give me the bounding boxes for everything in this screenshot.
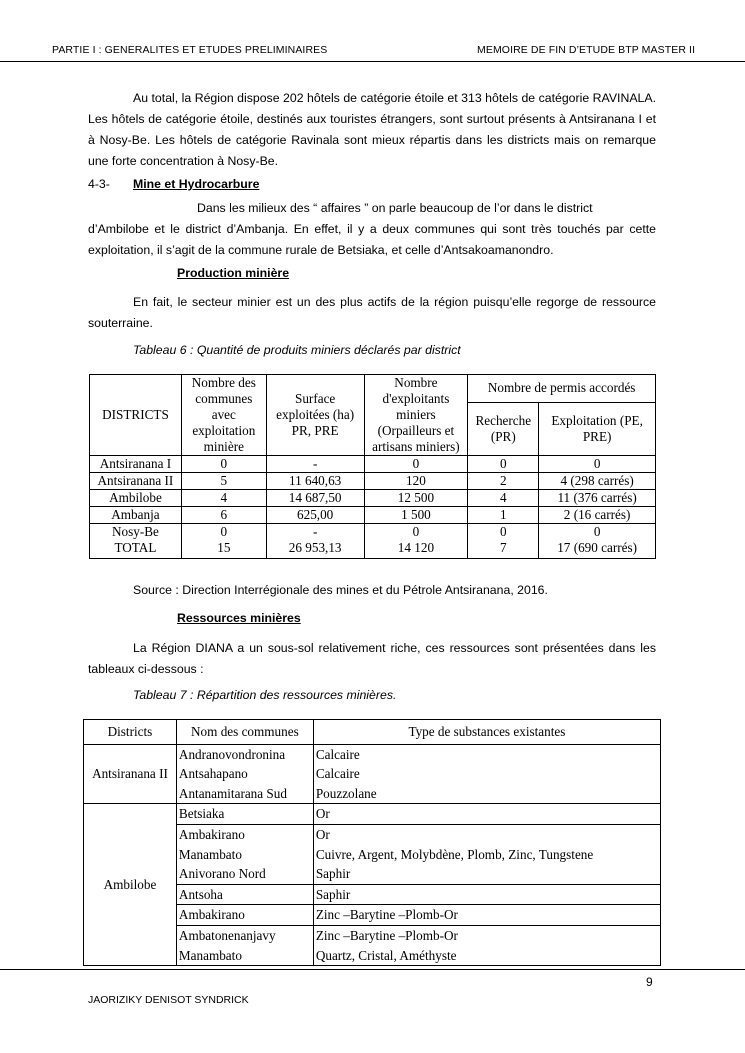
table6-cell: Antsiranana II — [90, 473, 182, 490]
table7-substance: Cuivre, Argent, Molybdène, Plomb, Zinc, Tungstene — [315, 846, 594, 862]
table7-commune: Antanamitarana Sud — [178, 785, 287, 801]
table7-substance: Pouzzolane — [315, 785, 377, 801]
table6-cell: Nosy-Be — [90, 524, 182, 541]
table7-header-substances: Type de substances existantes — [313, 720, 660, 745]
table6-cell: 4 (298 carrés) — [539, 473, 656, 490]
table7-substances-cell — [313, 905, 660, 926]
table7-substances-cell — [313, 925, 660, 965]
table7-substances-cell — [313, 804, 660, 825]
table6-cell: 625,00 — [266, 507, 364, 524]
table7-substance: Calcaire — [315, 766, 360, 782]
table7-district: Antsiranana II — [84, 744, 177, 804]
table6-cell: 0 — [468, 456, 539, 473]
page-header-left: PARTIE I : GENERALITES ET ETUDES PRELIMINAIRES — [52, 44, 328, 56]
section-number: 4-3- — [88, 177, 110, 191]
table6-header-communes: Nombre des communes avec exploitation minière — [181, 375, 266, 456]
table6-header-recherche: Recherche (PR) — [468, 402, 539, 455]
table6-cell: 0 — [539, 524, 656, 541]
header-divider — [0, 61, 745, 62]
table7-communes-cell — [176, 824, 313, 884]
table6-cell: 5 — [181, 473, 266, 490]
table7-substances-cell — [313, 824, 660, 884]
table7-commune: Manambato — [178, 846, 242, 862]
table6-cell: 0 — [364, 456, 468, 473]
paragraph-hotels: Au total, la Région dispose 202 hôtels de catégorie étoile et 313 hôtels de catégorie RAVINALA. Les hôtels de catégorie étoile, destinés aux touristes étrangers, sont surtout présents à Antsiranana I et à Nosy-Be. Les hôtels de catégorie Ravinala sont mieux répartis dans les districts mais on remarque une forte concentration à Nosy-Be. — [88, 91, 656, 168]
table7-substance: Or — [315, 806, 330, 822]
table7-header-districts: Districts — [84, 720, 177, 745]
table7-substance: Calcaire — [315, 746, 360, 762]
table-mineral-resources — [83, 719, 661, 966]
table6-cell: 1 500 — [364, 507, 468, 524]
table6-cell: 0 — [539, 456, 656, 473]
table7-commune: Andranovondronina — [178, 746, 286, 762]
section-title: Mine et Hydrocarbure — [133, 177, 260, 191]
table7-commune: Betsiaka — [178, 806, 225, 822]
table6-cell: 26 953,13 — [266, 540, 364, 559]
table-row — [90, 524, 656, 541]
footer-divider — [0, 969, 745, 970]
table-row — [90, 473, 656, 490]
table6-cell: 11 (376 carrés) — [539, 490, 656, 507]
table-row — [84, 804, 661, 825]
table7-communes-cell — [176, 884, 313, 905]
table7-commune: Antsahapano — [178, 766, 248, 782]
table6-cell: 12 500 — [364, 490, 468, 507]
table-row — [90, 456, 656, 473]
table6-header-surface: Surface exploitées (ha) PR, PRE — [266, 375, 364, 456]
table6-cell: 11 640,63 — [266, 473, 364, 490]
table7-substance: Zinc –Barytine –Plomb-Or — [315, 907, 458, 923]
table6-header-districts: DISTRICTS — [90, 375, 182, 456]
table6-cell: Antsiranana I — [90, 456, 182, 473]
table6-cell: 0 — [181, 456, 266, 473]
table-row — [90, 490, 656, 507]
table6-header-exploitation: Exploitation (PE, PRE) — [539, 402, 656, 455]
table6-cell: - — [266, 456, 364, 473]
table6-cell: - — [266, 524, 364, 541]
table6-cell: 17 (690 carrés) — [539, 540, 656, 559]
table6-header-permis: Nombre de permis accordés — [468, 375, 656, 403]
table6-cell: 0 — [181, 524, 266, 541]
paragraph-ressources: La Région DIANA a un sous-sol relativement riche, ces ressources sont présentées dans les tableaux ci-dessous : — [88, 641, 656, 676]
subtitle-ressources: Ressources minières — [177, 611, 301, 625]
table7-substance: Or — [315, 826, 330, 842]
table6-cell: 7 — [468, 540, 539, 559]
table7-commune: Ambatonenanjavy — [178, 927, 276, 943]
table7-caption: Tableau 7 : Répartition des ressources minières. — [133, 688, 397, 702]
table7-substances-cell — [313, 744, 660, 804]
table6-cell: 0 — [468, 524, 539, 541]
table7-commune: Manambato — [178, 947, 242, 963]
table-row — [90, 507, 656, 524]
table-row-total — [90, 540, 656, 559]
table-row — [84, 744, 661, 804]
table6-cell: 14 687,50 — [266, 490, 364, 507]
subtitle-production: Production minière — [177, 266, 290, 280]
page-number: 9 — [646, 975, 653, 989]
table7-commune: Antsoha — [178, 886, 223, 902]
table6-cell: 1 — [468, 507, 539, 524]
table7-communes-cell — [176, 804, 313, 825]
table7-header-communes: Nom des communes — [176, 720, 313, 745]
table7-substance: Quartz, Cristal, Améthyste — [315, 947, 457, 963]
table7-commune: Anivorano Nord — [178, 866, 266, 882]
table7-substance: Saphir — [315, 866, 351, 882]
table7-commune: Ambakirano — [178, 826, 245, 842]
table6-cell: 6 — [181, 507, 266, 524]
table6-cell: 4 — [468, 490, 539, 507]
paragraph-mines-rest: d’Ambilobe et le district d’Ambanja. En effet, il y a deux communes qui sont très touchés par cette exploitation, il s’agit de la commune rurale de Betsiaka, et celle d’Antsakoamanondro. — [88, 222, 656, 257]
footer-author: JAORIZIKY DENISOT SYNDRICK — [88, 994, 249, 1006]
table7-substance: Saphir — [315, 886, 351, 902]
table6-cell: TOTAL — [90, 540, 182, 559]
paragraph-mines — [88, 198, 656, 261]
table6-cell: 14 120 — [364, 540, 468, 559]
table6-cell: 0 — [364, 524, 468, 541]
table7-commune: Ambakirano — [178, 907, 245, 923]
table7-substance: Zinc –Barytine –Plomb-Or — [315, 927, 458, 943]
table7-communes-cell — [176, 905, 313, 926]
table6-header-exploitants: Nombre d'exploitants miniers (Orpailleurs et artisans miniers) — [364, 375, 468, 456]
table6-cell: 2 — [468, 473, 539, 490]
table7-district: Ambilobe — [84, 804, 177, 966]
table6-caption: Tableau 6 : Quantité de produits miniers déclarés par district — [133, 343, 461, 357]
table7-communes-cell — [176, 925, 313, 965]
table6-cell: Ambanja — [90, 507, 182, 524]
table7-substances-cell — [313, 884, 660, 905]
table6-cell: 15 — [181, 540, 266, 559]
table6-cell: 4 — [181, 490, 266, 507]
table7-communes-cell — [176, 744, 313, 804]
table-mining-products — [89, 374, 656, 559]
table6-cell: 2 (16 carrés) — [539, 507, 656, 524]
table6-cell: 120 — [364, 473, 468, 490]
paragraph-mines-first-line: Dans les milieux des “ affaires ” on parle beaucoup de l’or dans le district — [197, 201, 593, 215]
table6-source: Source : Direction Interrégionale des mines et du Pétrole Antsiranana, 2016. — [133, 583, 548, 597]
table6-cell: Ambilobe — [90, 490, 182, 507]
paragraph-production: En fait, le secteur minier est un des plus actifs de la région puisqu’elle regorge de ressource souterraine. — [88, 295, 656, 330]
page-header-right: MEMOIRE DE FIN D’ETUDE BTP MASTER II — [477, 44, 696, 56]
